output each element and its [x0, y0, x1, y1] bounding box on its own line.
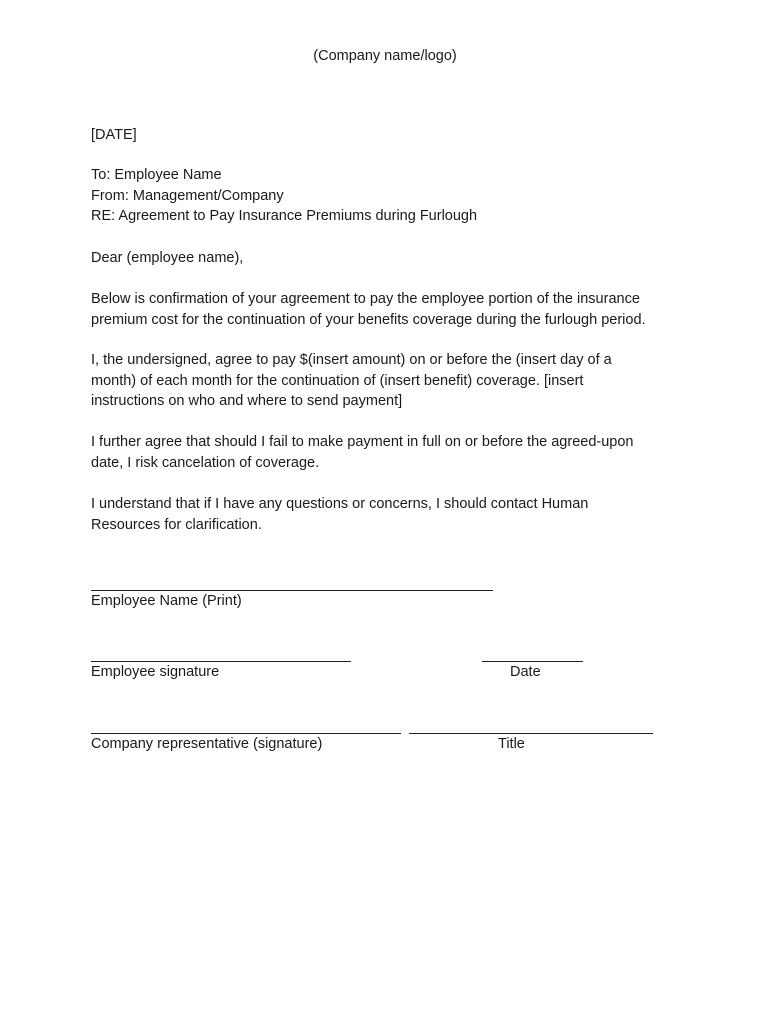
paragraph-cancelation: I further agree that should I fail to make payment in full on or before the agreed-upon date, I risk cancelation of coverage.	[91, 434, 634, 471]
company-rep-label: Company representative (signature)	[91, 736, 323, 752]
letter-from: From: Management/Company	[91, 187, 284, 204]
title-line[interactable]	[409, 733, 653, 734]
employee-signature-label: Employee signature	[91, 664, 220, 680]
letter-subject: RE: Agreement to Pay Insurance Premiums during Furlough	[91, 208, 478, 224]
paragraph-contact: I understand that if I have any questions or concerns, I should contact Human Resources for clarification.	[91, 496, 589, 533]
employee-name-label: Employee Name (Print)	[91, 593, 242, 609]
company-logo-placeholder: (Company name/logo)	[313, 48, 457, 64]
letter-to: To: Employee Name	[91, 167, 222, 183]
letter-salutation: Dear (employee name),	[91, 250, 244, 266]
date-label: Date	[510, 664, 541, 680]
letter-date: [DATE]	[91, 127, 137, 143]
title-label: Title	[498, 736, 525, 752]
paragraph-agreement: I, the undersigned, agree to pay $(insert amount) on or before the (insert day of a month) of each month for the continuation of (insert benefit) coverage. [insert instructions on who and where to send payment]	[91, 352, 612, 409]
paragraph-confirmation: Below is confirmation of your agreement to pay the employee portion of the insurance premium cost for the continuation of your benefits coverage during the furlough period.	[91, 291, 646, 328]
